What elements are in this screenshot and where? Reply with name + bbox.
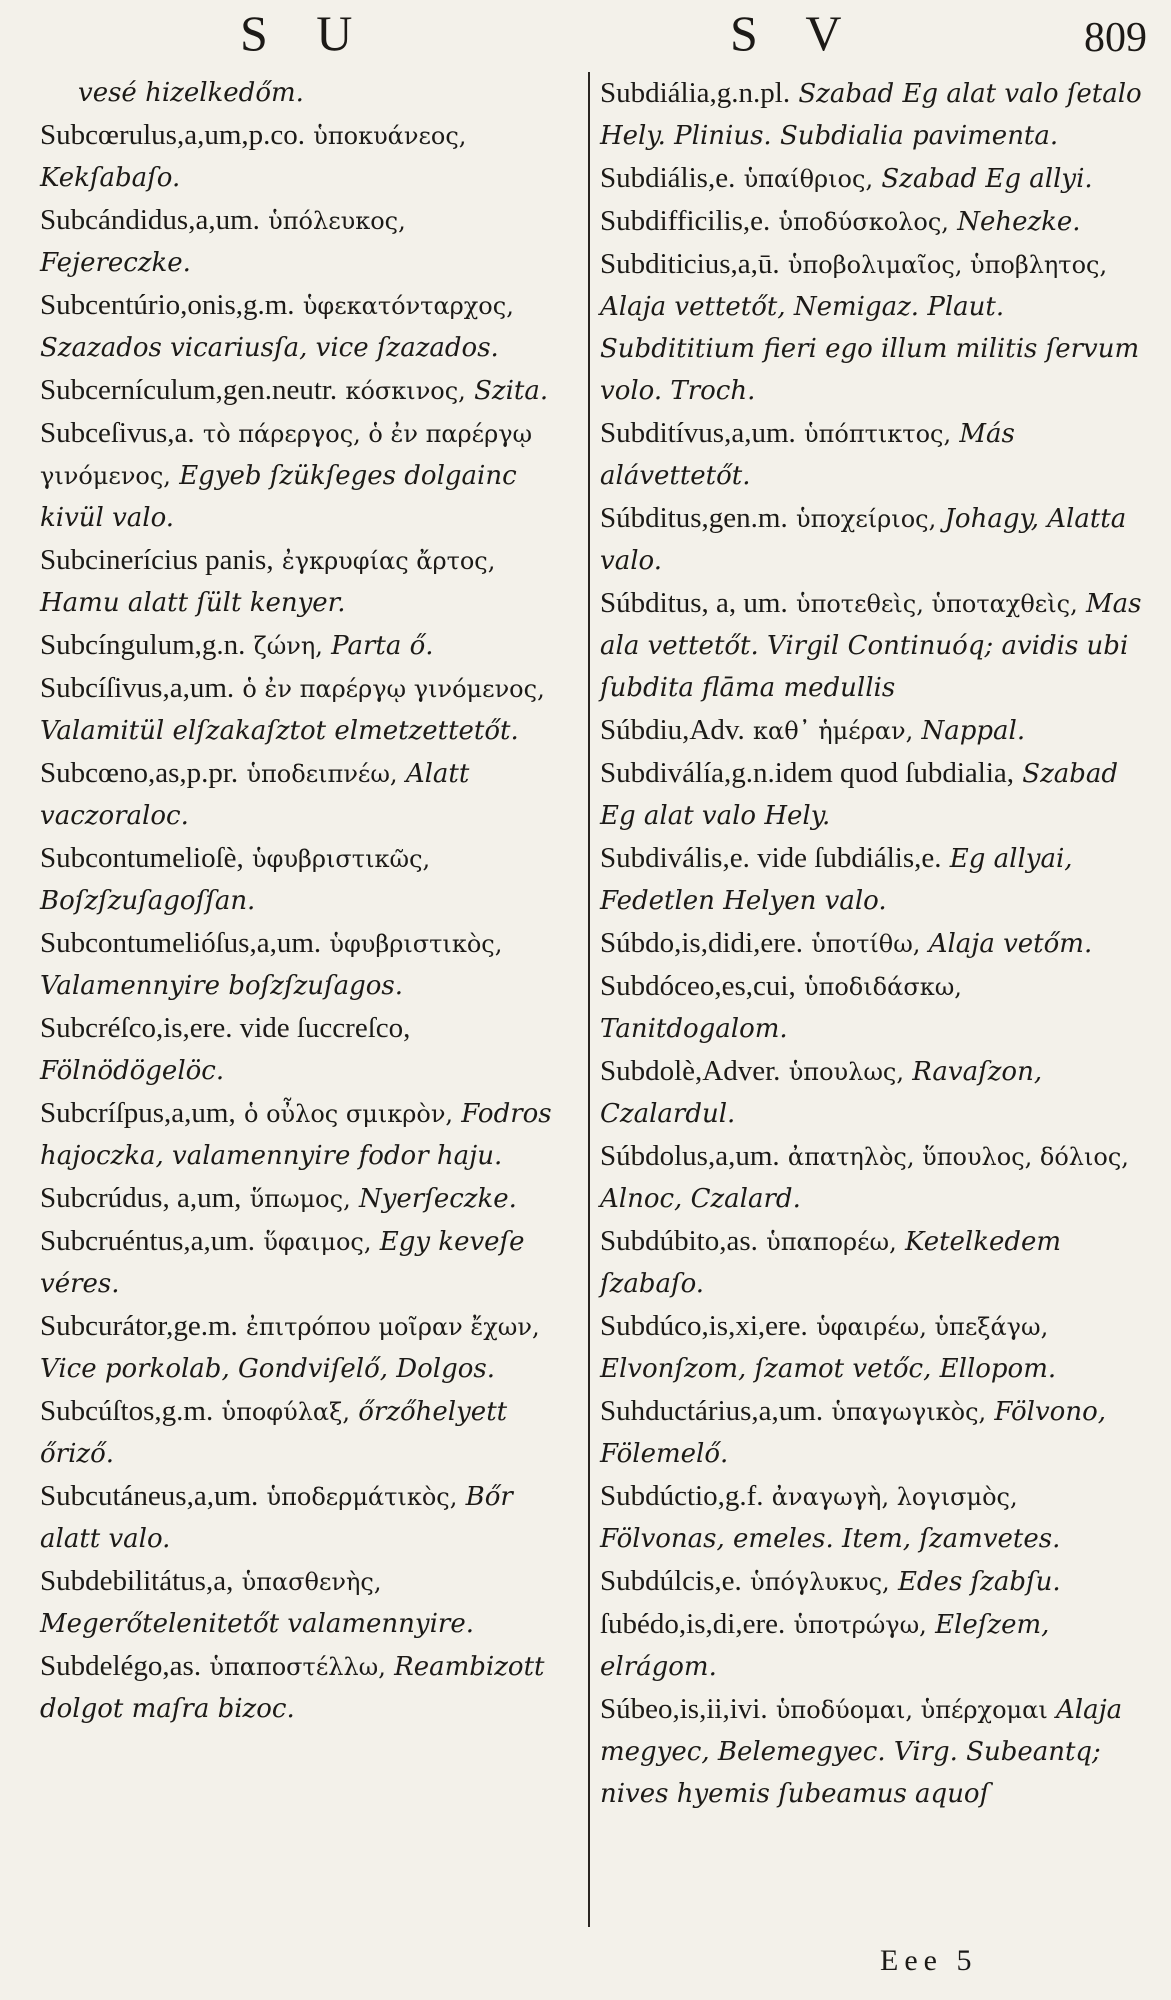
entry-translation: Valamitül elſzakaſztot elmetzettetőt. <box>40 716 519 746</box>
dictionary-entry <box>40 1560 560 1645</box>
entry-translation: Kekſabaſo. <box>40 163 181 193</box>
dictionary-entry <box>600 72 1145 157</box>
dictionary-entry <box>600 1390 1145 1475</box>
entry-translation: Alnoc, Czalard. <box>600 1184 801 1214</box>
dictionary-entry <box>600 837 1145 922</box>
entry-translation: Edes ſzabſu. <box>897 1567 1061 1597</box>
entry-translation: Fejereczke. <box>40 248 191 278</box>
dictionary-entry <box>40 1177 560 1220</box>
dictionary-entry <box>600 1475 1145 1560</box>
entry-translation: Fölvonas, emeles. Item, ſzamvetes. <box>600 1524 1061 1554</box>
dictionary-entry <box>40 624 560 667</box>
entry-headword: Subdelégo,as. <box>40 1650 202 1682</box>
dictionary-entry <box>600 1560 1145 1603</box>
entry-headword: Subcíſivus,a,um. <box>40 672 235 704</box>
dictionary-entry <box>600 1220 1145 1305</box>
dictionary-entry <box>40 1305 560 1390</box>
entry-headword: Subditicius,a,ū. <box>600 248 780 280</box>
dictionary-entry <box>40 1092 560 1177</box>
entry-headword: Subdiália,g.n.pl. <box>600 77 791 109</box>
entry-translation: Nehezke. <box>957 207 1081 237</box>
entry-headword: Subcontumelioſè, <box>40 842 244 874</box>
entry-greek: ἐγκρυφίας ἄρτος, <box>281 547 496 575</box>
entry-greek: ὑποτρώγω, <box>793 1611 927 1639</box>
entry-greek: ὁ οὖλος σμικρὸν, <box>244 1100 454 1128</box>
entry-headword: Subdiális,e. <box>600 162 736 194</box>
entry-translation: Fölvono, Fölemelő. <box>600 1397 1106 1469</box>
entry-greek: ὑπαποστέλλω, <box>209 1653 386 1681</box>
dictionary-entry <box>40 114 560 199</box>
entry-greek: ὑποχείριος, <box>795 505 937 533</box>
dictionary-entry <box>40 837 560 922</box>
entry-translation: Bőr alatt valo. <box>40 1482 513 1554</box>
running-head-left: S U <box>240 5 371 61</box>
dictionary-entry <box>600 582 1145 709</box>
entry-headword: ſubédo,is,di,ere. <box>600 1608 786 1640</box>
entry-translation: Megerőtelenitetőt valamennyire. <box>40 1609 474 1639</box>
entry-translation: Egyeb ſzükſeges dolgainc kivül valo. <box>40 461 517 533</box>
left-column <box>40 72 560 1730</box>
entry-greek: ἀπατηλὸς, ὕπουλος, δόλιος, <box>787 1143 1129 1171</box>
entry-headword: Subdivális,e. vide ſubdiális,e. <box>600 842 942 874</box>
entry-greek: ὑποκυάνεος, <box>313 122 467 150</box>
entry-headword: Subdúctio,g.f. <box>600 1480 764 1512</box>
entry-headword: Subcíngulum,g.n. <box>40 629 246 661</box>
entry-translation: Reambizott dolgot maſra bizoc. <box>40 1652 545 1724</box>
dictionary-entry <box>40 922 560 1007</box>
entry-headword: Subcutáneus,a,um. <box>40 1480 259 1512</box>
entry-headword: Súbdiu,Adv. <box>600 714 745 746</box>
entry-headword: Subcúſtos,g.m. <box>40 1395 214 1427</box>
entry-greek: ἀναγωγὴ, λογισμὸς, <box>771 1483 1018 1511</box>
entry-headword: Suhductárius,a,um. <box>600 1395 824 1427</box>
dictionary-entry <box>600 709 1145 752</box>
entry-headword: Subceſivus,a. <box>40 417 195 449</box>
dictionary-entry <box>600 1688 1145 1815</box>
entry-headword: Subcruéntus,a,um. <box>40 1225 256 1257</box>
entry-translation: Szabad Eg alat valo Hely. <box>600 759 1119 831</box>
entry-translation: Szabad Eg alat valo ſetalo Hely. Plinius. Subdialia pavimenta. <box>600 79 1142 151</box>
entry-translation: Eg allyai, Fedetlen Helyen valo. <box>600 844 1073 916</box>
page-number: 809 <box>1084 15 1147 61</box>
entry-greek: ὑποδερμάτικὸς, <box>266 1483 458 1511</box>
entry-translation: Parta ő. <box>331 631 434 661</box>
entry-greek: ὑπαίθριος, <box>743 165 874 193</box>
dictionary-entry <box>600 157 1145 200</box>
dictionary-entry <box>40 199 560 284</box>
entry-translation: Szazados vicariusſa, vice ſzazados. <box>40 333 499 363</box>
entry-headword: Subdúbito,as. <box>600 1225 758 1257</box>
entry-translation: Szita. <box>474 376 549 406</box>
entry-greek: ὑπαπορέω, <box>766 1228 897 1256</box>
dictionary-entry <box>40 284 560 369</box>
dictionary-entry <box>600 243 1145 412</box>
entry-translation: Eleſzem, elrágom. <box>600 1610 1050 1682</box>
entry-greek: ὑπόπτικτος, <box>804 420 952 448</box>
entry-translation: Fölnödögelöc. <box>40 1056 225 1086</box>
entry-headword: Subcurátor,ge.m. <box>40 1310 238 1342</box>
entry-headword: Subcándidus,a,um. <box>40 204 260 236</box>
entry-greek: ὑφεκατόνταρχος, <box>302 292 514 320</box>
entry-greek: ὑποδιδάσκω, <box>803 973 962 1001</box>
entry-translation: őrzőhelyett őriző. <box>40 1397 508 1469</box>
dictionary-entry <box>40 752 560 837</box>
dictionary-entry <box>40 1007 560 1092</box>
entry-translation: Alaja megyec, Belemegyec. Virg. Subeantq; nives hyemis ſubeamus aquoſ <box>600 1695 1123 1809</box>
entry-translation: Elvonſzom, ſzamot vetőc, Ellopom. <box>600 1354 1057 1384</box>
entry-greek: τὸ πάρεργος, ὁ ἐν παρέργῳ γινόμενος, <box>40 420 533 490</box>
right-entry-list <box>600 72 1145 1815</box>
entry-translation: Boſzſzuſagoſſan. <box>40 886 256 916</box>
entry-greek: ὑποβολιμαῖος, ὑποβλητος, <box>787 251 1108 279</box>
dictionary-entry <box>40 1390 560 1475</box>
dictionary-entry <box>600 1305 1145 1390</box>
entry-greek: κόσκινος, <box>345 377 466 405</box>
entry-translation: Alatt vaczoraloc. <box>40 759 470 831</box>
entry-translation: Ketelkedem ſzabaſo. <box>600 1227 1062 1299</box>
left-entry-list <box>40 114 560 1730</box>
entry-greek: ἐπιτρόπου μοῖραν ἔχων, <box>246 1313 540 1341</box>
entry-headword: Subdóceo,es,cui, <box>600 970 796 1002</box>
entry-greek: καθ᾽ ἡμέραν, <box>753 717 914 745</box>
entry-translation: Ravaſzon, Czalardul. <box>600 1057 1043 1129</box>
dictionary-entry <box>600 200 1145 243</box>
entry-headword: Subditívus,a,um. <box>600 417 796 449</box>
entry-translation: Más alávettetőt. <box>600 419 1015 491</box>
dictionary-entry <box>600 922 1145 965</box>
entry-headword: Súbdo,is,didi,ere. <box>600 927 803 959</box>
right-column <box>600 72 1145 1815</box>
dictionary-entry <box>40 667 560 752</box>
entry-headword: Súbditus, a, um. <box>600 587 788 619</box>
entry-greek: ὑφαιρέω, ὑπεξάγω, <box>816 1313 1049 1341</box>
dictionary-entry <box>40 1475 560 1560</box>
entry-headword: Subdifficilis,e. <box>600 205 771 237</box>
running-head-right: S V <box>730 5 860 61</box>
entry-greek: ὑπασθενὴς, <box>241 1568 382 1596</box>
entry-greek: ὕπωμος, <box>249 1185 351 1213</box>
entry-greek: ὑποδύομαι, ὑπέρχομαι <box>775 1696 1048 1724</box>
entry-greek: ὑφυβριστικὸς, <box>329 930 503 958</box>
dictionary-entry <box>40 412 560 539</box>
entry-greek: ὕφαιμος, <box>263 1228 372 1256</box>
signature-mark: Eee 5 <box>880 1944 978 1977</box>
entry-headword: Subcríſpus,a,um, <box>40 1097 236 1129</box>
entry-headword: Subdiválía,g.n.idem quod ſubdialia, <box>600 757 1015 789</box>
dictionary-entry <box>600 1603 1145 1688</box>
entry-translation: Nappal. <box>921 716 1026 746</box>
entry-greek: ὑπόγλυκυς, <box>750 1568 890 1596</box>
column-divider <box>588 72 590 1927</box>
dictionary-entry <box>600 1050 1145 1135</box>
entry-headword: Subcentúrio,onis,g.m. <box>40 289 295 321</box>
continued-fragment: vesé hizelkedőm. <box>78 78 304 108</box>
entry-headword: Subcinerícius panis, <box>40 544 274 576</box>
dictionary-entry <box>40 539 560 624</box>
entry-translation: Johagy, Alatta valo. <box>600 504 1127 576</box>
entry-headword: Subdúlcis,e. <box>600 1565 742 1597</box>
entry-headword: Subcrúdus, a,um, <box>40 1182 242 1214</box>
entry-greek: ὑπαγωγικὸς, <box>831 1398 987 1426</box>
dictionary-entry <box>40 1645 560 1730</box>
entry-greek: ὁ ἐν παρέργῳ γινόμενος, <box>242 675 545 703</box>
entry-translation: Fodros hajoczka, valamennyire fodor haju. <box>40 1099 552 1171</box>
entry-headword: Subcernículum,gen.neutr. <box>40 374 338 406</box>
entry-headword: Súbeo,is,ii,ivi. <box>600 1693 768 1725</box>
entry-translation: Mas ala vettetőt. Virgil Continuóq; avidis ubi ſubdita flāma medullis <box>600 589 1142 703</box>
entry-headword: Subcœrulus,a,um,p.co. <box>40 119 305 151</box>
entry-headword: Subdolè,Adver. <box>600 1055 781 1087</box>
entry-greek: ὑποφύλαξ, <box>221 1398 350 1426</box>
entry-greek: ὑποτίθω, <box>811 930 921 958</box>
dictionary-entry <box>40 369 560 412</box>
entry-translation: Valamennyire boſzſzuſagos. <box>40 971 404 1001</box>
dictionary-entry <box>600 1135 1145 1220</box>
entry-translation: Hamu alatt ſült kenyer. <box>40 588 346 618</box>
dictionary-entry <box>600 965 1145 1050</box>
entry-headword: Súbditus,gen.m. <box>600 502 788 534</box>
running-head <box>0 4 1171 74</box>
entry-headword: Subcréſco,is,ere. vide ſuccreſco, <box>40 1012 411 1044</box>
entry-translation: Alaja vettetőt, Nemigaz. Plaut. Subdititium fieri ego illum militis ſervum volo. Troch. <box>600 292 1140 406</box>
entry-headword: Subcontumelióſus,a,um. <box>40 927 322 959</box>
entry-translation: Nyerſeczke. <box>358 1184 517 1214</box>
dictionary-entry <box>600 412 1145 497</box>
entry-translation: Tanitdogalom. <box>600 1014 788 1044</box>
dictionary-entry <box>600 497 1145 582</box>
entry-greek: ὑποδύσκολος, <box>778 208 949 236</box>
entry-translation: Alaja vetőm. <box>928 929 1093 959</box>
dictionary-entry <box>600 752 1145 837</box>
entry-greek: ὑποδειπνέω, <box>246 760 398 788</box>
entry-greek: ὑποτεθεὶς, ὑποταχθεὶς, <box>795 590 1078 618</box>
entry-greek: ὑπόλευκος, <box>268 207 406 235</box>
entry-headword: Subcœno,as,p.pr. <box>40 757 239 789</box>
dictionary-entry <box>40 1220 560 1305</box>
entry-translation: Szabad Eg allyi. <box>881 164 1093 194</box>
entry-greek: ὑπουλως, <box>788 1058 904 1086</box>
entry-headword: Subdúco,is,xi,ere. <box>600 1310 808 1342</box>
entry-headword: Súbdolus,a,um. <box>600 1140 780 1172</box>
entry-translation: Egy keveſe véres. <box>40 1227 525 1299</box>
entry-translation: Vice porkolab, Gondviſelő, Dolgos. <box>40 1354 496 1384</box>
entry-headword: Subdebilitátus,a, <box>40 1565 234 1597</box>
entry-greek: ὑφυβριστικῶς, <box>252 845 431 873</box>
entry-greek: ζώνη, <box>253 632 323 660</box>
